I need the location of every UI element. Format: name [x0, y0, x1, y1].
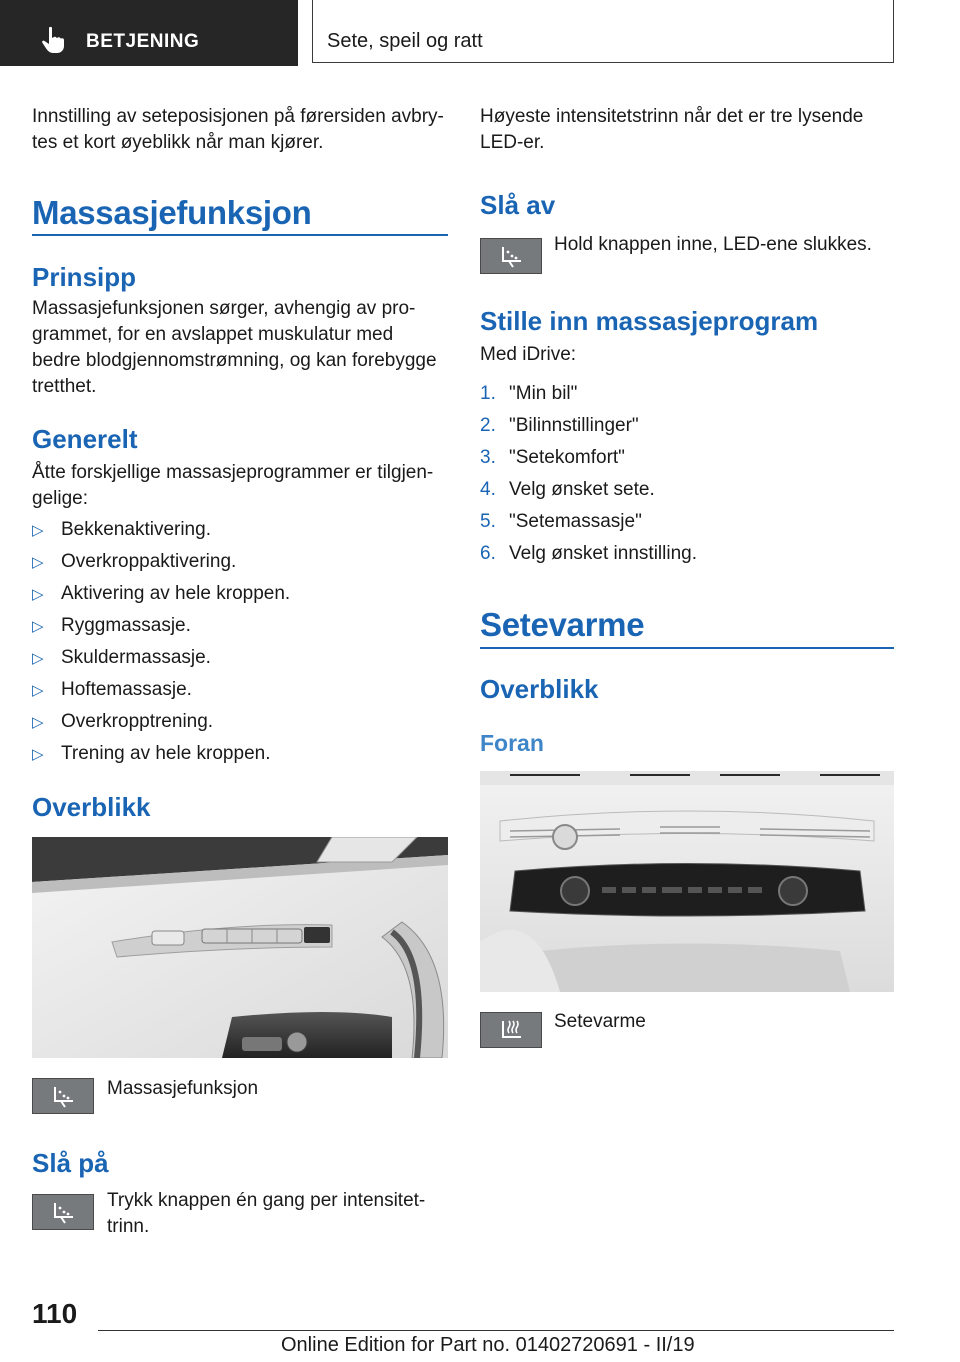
heading-rule	[32, 234, 448, 236]
heading-generelt: Generelt	[32, 424, 138, 454]
right-intro-line-1: Høyeste intensitetstrinn når det er tre lysende	[480, 106, 864, 127]
triangle-bullet-icon: ▷	[32, 586, 44, 603]
right-intro-line-2: LED-er.	[480, 132, 545, 153]
prinsipp-line-2: grammet, for en avslappet muskulatur med	[32, 324, 394, 345]
triangle-bullet-icon: ▷	[32, 682, 44, 699]
heading-sla-av: Slå av	[480, 190, 556, 220]
heading-setevarme: Setevarme	[480, 606, 645, 643]
climate-panel-photo	[480, 771, 894, 992]
seat-massage-icon-graphic	[33, 1079, 95, 1115]
massage-icon-caption: Massasjefunksjon	[107, 1078, 259, 1099]
intro-line-2: tes et kort øyeblikk når man kjører.	[32, 132, 324, 153]
header-section-tab	[0, 0, 298, 66]
heading-overblikk-left: Overblikk	[32, 792, 151, 822]
stille-intro: Med iDrive:	[480, 344, 577, 365]
prinsipp-line-4: tretthet.	[32, 376, 97, 397]
heading-stille-inn: Stille inn massasjeprogram	[480, 306, 819, 336]
door-panel-photo	[32, 837, 448, 1058]
sla-av-text: Hold knappen inne, LED-ene slukkes.	[554, 234, 872, 255]
page-number: 110	[32, 1298, 78, 1329]
seat-massage-icon-graphic	[33, 1195, 95, 1231]
seat-heating-icon	[480, 1012, 542, 1048]
seat-massage-icon	[480, 238, 542, 274]
edition-footer: Online Edition for Part no. 01402720691 - II/19	[281, 1334, 695, 1356]
prinsipp-line-1: Massasjefunksjonen sørger, avhengig av pro-	[32, 298, 416, 319]
heading-massasjefunksjon: Massasjefunksjon	[32, 194, 312, 231]
seat-massage-icon	[32, 1078, 94, 1114]
seat-massage-icon-graphic	[481, 239, 543, 275]
door-panel-illustration	[32, 837, 448, 1058]
triangle-bullet-icon: ▷	[32, 618, 44, 635]
triangle-bullet-icon: ▷	[32, 714, 44, 731]
intro-line-1: Innstilling av seteposisjonen på førersiden avbry-	[32, 106, 444, 127]
triangle-bullet-icon: ▷	[32, 554, 44, 571]
seat-massage-icon	[32, 1194, 94, 1230]
header-section-label: BETJENING	[86, 31, 200, 52]
generelt-line-1: Åtte forskjellige massasjeprogrammer er tilgjen-	[32, 462, 434, 483]
triangle-bullet-icon: ▷	[32, 746, 44, 763]
heading-foran: Foran	[480, 730, 544, 756]
triangle-bullet-icon: ▷	[32, 522, 44, 539]
heading-sla-pa: Slå på	[32, 1148, 109, 1178]
heading-prinsipp: Prinsipp	[32, 262, 137, 292]
hand-pointer-icon	[40, 26, 66, 54]
sla-pa-line-1: Trykk knappen én gang per intensitet-	[107, 1190, 426, 1211]
sla-pa-line-2: trinn.	[107, 1216, 150, 1237]
heating-icon-caption: Setevarme	[554, 1011, 646, 1032]
heading-overblikk-right: Overblikk	[480, 674, 599, 704]
prinsipp-line-3: bedre blodgjennomstrømning, og kan forebygge	[32, 350, 437, 371]
header-chapter-box	[312, 0, 894, 63]
header-chapter-title: Sete, speil og ratt	[327, 30, 483, 52]
footer-rule	[98, 1330, 894, 1331]
climate-panel-illustration	[480, 771, 894, 992]
triangle-bullet-icon: ▷	[32, 650, 44, 667]
heading-rule	[480, 647, 894, 649]
generelt-line-2: gelige:	[32, 488, 88, 509]
seat-heating-icon-graphic	[481, 1013, 543, 1049]
